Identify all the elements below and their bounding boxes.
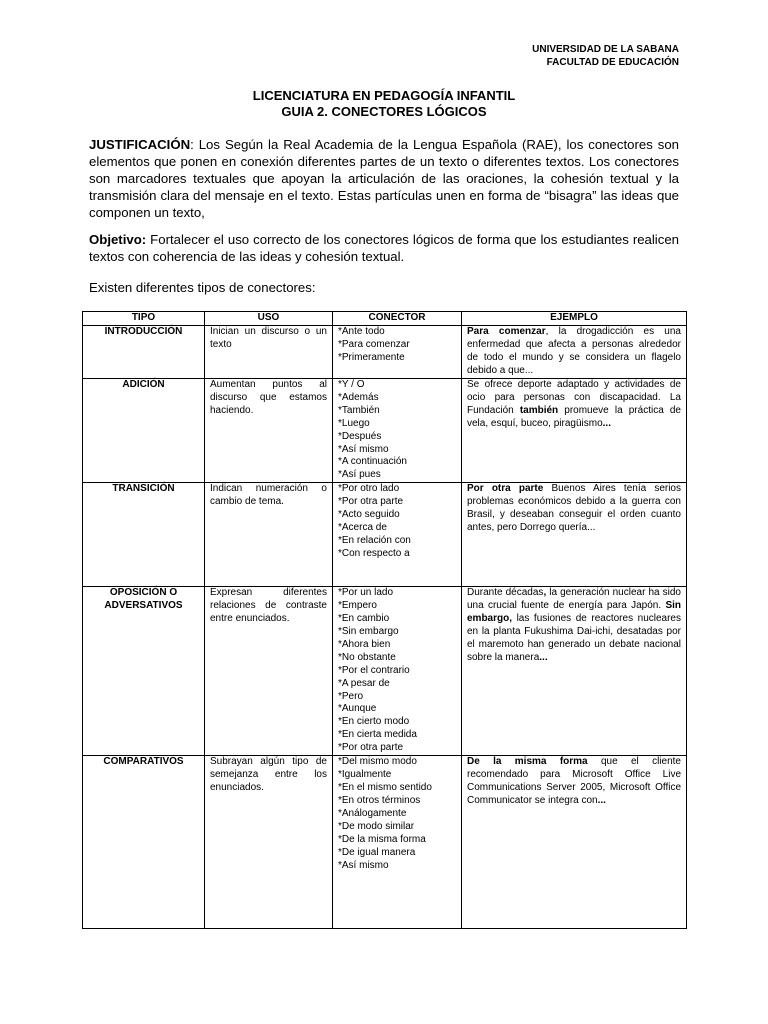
cell-conectores	[333, 587, 462, 756]
cell-uso: Indican numeración o cambio de tema.	[205, 483, 333, 587]
program-title: LICENCIATURA EN PEDAGOGÍA INFANTIL	[252, 88, 516, 103]
connector-item: *Con respecto a	[338, 547, 410, 559]
header-conector: CONECTOR	[333, 312, 462, 326]
connector-item: *Así mismo	[338, 859, 389, 871]
example-text-segment: ...	[597, 794, 606, 806]
example-text-segment: Durante décadas	[467, 587, 544, 599]
institution-header	[532, 43, 679, 69]
justification-text: : Los Según la Real Academia de la Lengua Española (RAE), los conectores son elementos que ponen en conexión diferentes partes de un texto o diferentes textos. Los conectores son marcadores textuales que apoyan la articulación de las oraciones, la cohesión textual y la transmisión clara del mensaje en el texto. Estas partículas unen en forma de “bisagra” las ideas que componen un texto,	[89, 137, 679, 220]
cell-tipo: INTRODUCCIÓN	[83, 326, 205, 379]
cell-tipo: TRANSICIÓN	[83, 483, 205, 587]
document-title	[0, 88, 768, 120]
cell-uso: Expresan diferentes relaciones de contraste entre enunciados.	[205, 587, 333, 756]
example-text-segment: ,	[543, 587, 547, 599]
example-text-segment: Buenos Aires tenía serios problemas económicos debido a la guerra con Brasil, y deseaban conseguir el orden cuanto antes, pero Dorrego quería...	[467, 483, 681, 533]
connector-item: *Por el contrario	[338, 664, 410, 676]
table-row	[83, 587, 687, 756]
connector-item: *En cierta medida	[338, 729, 417, 741]
connector-item: *A pesar de	[338, 677, 390, 689]
connector-item: *No obstante	[338, 651, 396, 663]
connector-item: *Por otra parte	[338, 496, 404, 508]
example-text-segment: De la misma forma	[467, 756, 588, 768]
example-text-segment: la generación nuclear ha sido una crucial fuente de energía para Japón.	[467, 587, 681, 612]
cell-uso: Aumentan puntos al discurso que estamos haciendo.	[205, 379, 333, 483]
cell-conectores	[333, 326, 462, 379]
header-tipo: TIPO	[83, 312, 205, 326]
cell-tipo: OPOSICIÓN O ADVERSATIVOS	[83, 587, 205, 756]
example-text-segment: Para comenzar	[467, 326, 546, 337]
cell-tipo: COMPARATIVOS	[83, 756, 205, 929]
connector-item: *De modo similar	[338, 820, 415, 832]
connector-item: *En el mismo sentido	[338, 782, 432, 794]
connector-item: *Ante todo	[338, 326, 385, 337]
cell-uso: Inician un discurso o un texto	[205, 326, 333, 379]
justification-paragraph	[89, 136, 679, 221]
header-ejemplo: EJEMPLO	[462, 312, 687, 326]
connector-item: *Acto seguido	[338, 509, 400, 521]
connector-item: *Por un lado	[338, 587, 394, 599]
connector-item: *En otros términos	[338, 794, 421, 806]
connector-item: *A continuación	[338, 456, 407, 468]
connector-item: *Aunque	[338, 703, 377, 715]
university-name: UNIVERSIDAD DE LA SABANA	[532, 44, 679, 55]
objective-label: Objetivo:	[89, 232, 147, 247]
connectors-table	[82, 311, 687, 929]
table-row	[83, 326, 687, 379]
connector-item: *En cambio	[338, 613, 390, 625]
example-text-segment: Por otra parte	[467, 483, 544, 495]
cell-ejemplo	[462, 587, 687, 756]
example-text-segment: también	[519, 404, 559, 416]
cell-ejemplo	[462, 326, 687, 379]
connector-item: *Ahora bien	[338, 638, 391, 650]
connector-item: *Así pues	[338, 469, 381, 481]
guide-title: GUIA 2. CONECTORES LÓGICOS	[281, 104, 487, 119]
example-text-segment: , la drogadicción es una enfermedad que afecta a personas alrededor de todo el mundo y se considera un flagelo debido a que...	[467, 326, 681, 376]
example-text-segment: que el cliente recomendado para Microsoft Office Live Communications Server 2005, Microsoft Office Communicator se integra con	[467, 756, 681, 806]
connector-item: *De igual manera	[338, 846, 416, 858]
cell-conectores	[333, 483, 462, 587]
connector-types-intro: Existen diferentes tipos de conectores:	[89, 280, 316, 295]
example-text-segment: Sin embargo,	[467, 600, 681, 625]
connector-item: *También	[338, 404, 380, 416]
connector-item: *Acerca de	[338, 521, 387, 533]
connector-item: *Pero	[338, 690, 364, 702]
connector-item: *Primeramente	[338, 351, 405, 363]
cell-ejemplo	[462, 379, 687, 483]
connector-item: *Por otra parte	[338, 742, 404, 754]
connector-item: *Después	[338, 430, 382, 442]
objective-text: Fortalecer el uso correcto de los conectores lógicos de forma que los estudiantes realicen textos con coherencia de las ideas y cohesión textual.	[89, 232, 679, 264]
connector-item: *Además	[338, 391, 379, 403]
connector-item: *Análogamente	[338, 807, 407, 819]
connector-item: *Y / O	[338, 379, 365, 390]
connector-item: *Así mismo	[338, 443, 389, 455]
example-text-segment: ...	[539, 651, 548, 663]
cell-ejemplo	[462, 756, 687, 929]
objective-paragraph	[89, 231, 679, 265]
cell-conectores	[333, 756, 462, 929]
connector-item: *En relación con	[338, 534, 411, 546]
example-text-segment: Se ofrece deporte adaptado y actividades de ocio para personas con discapacidad. La Fundación	[467, 379, 681, 416]
connector-item: *Del mismo modo	[338, 756, 417, 768]
table-header-row	[83, 312, 687, 326]
example-text-segment: las fusiones de reactores nucleares en la planta Fukushima Dai-ichi, desatadas por el maremoto han generado un debate nacional sobre la manera	[467, 613, 681, 663]
cell-ejemplo	[462, 483, 687, 587]
connector-item: *Luego	[338, 417, 370, 429]
faculty-name: FACULTAD DE EDUCACIÓN	[546, 57, 679, 68]
connector-item: *Igualmente	[338, 769, 392, 781]
connector-item: *En cierto modo	[338, 716, 410, 728]
header-uso: USO	[205, 312, 333, 326]
cell-uso: Subrayan algún tipo de semejanza entre los enunciados.	[205, 756, 333, 929]
table-row	[83, 379, 687, 483]
table-body	[83, 326, 687, 929]
example-text-segment: ...	[602, 417, 611, 429]
table-row	[83, 756, 687, 929]
example-text-segment: promueve la práctica de vela, esquí, buceo, piragüismo	[467, 404, 681, 429]
connector-item: *Empero	[338, 600, 377, 612]
connector-item: *Por otro lado	[338, 483, 400, 495]
table-row	[83, 483, 687, 587]
cell-tipo: ADICIÓN	[83, 379, 205, 483]
connector-item: *De la misma forma	[338, 833, 426, 845]
connector-item: *Para comenzar	[338, 338, 410, 350]
justification-label: JUSTIFICACIÓN	[89, 137, 191, 152]
cell-conectores	[333, 379, 462, 483]
connector-item: *Sin embargo	[338, 625, 399, 637]
